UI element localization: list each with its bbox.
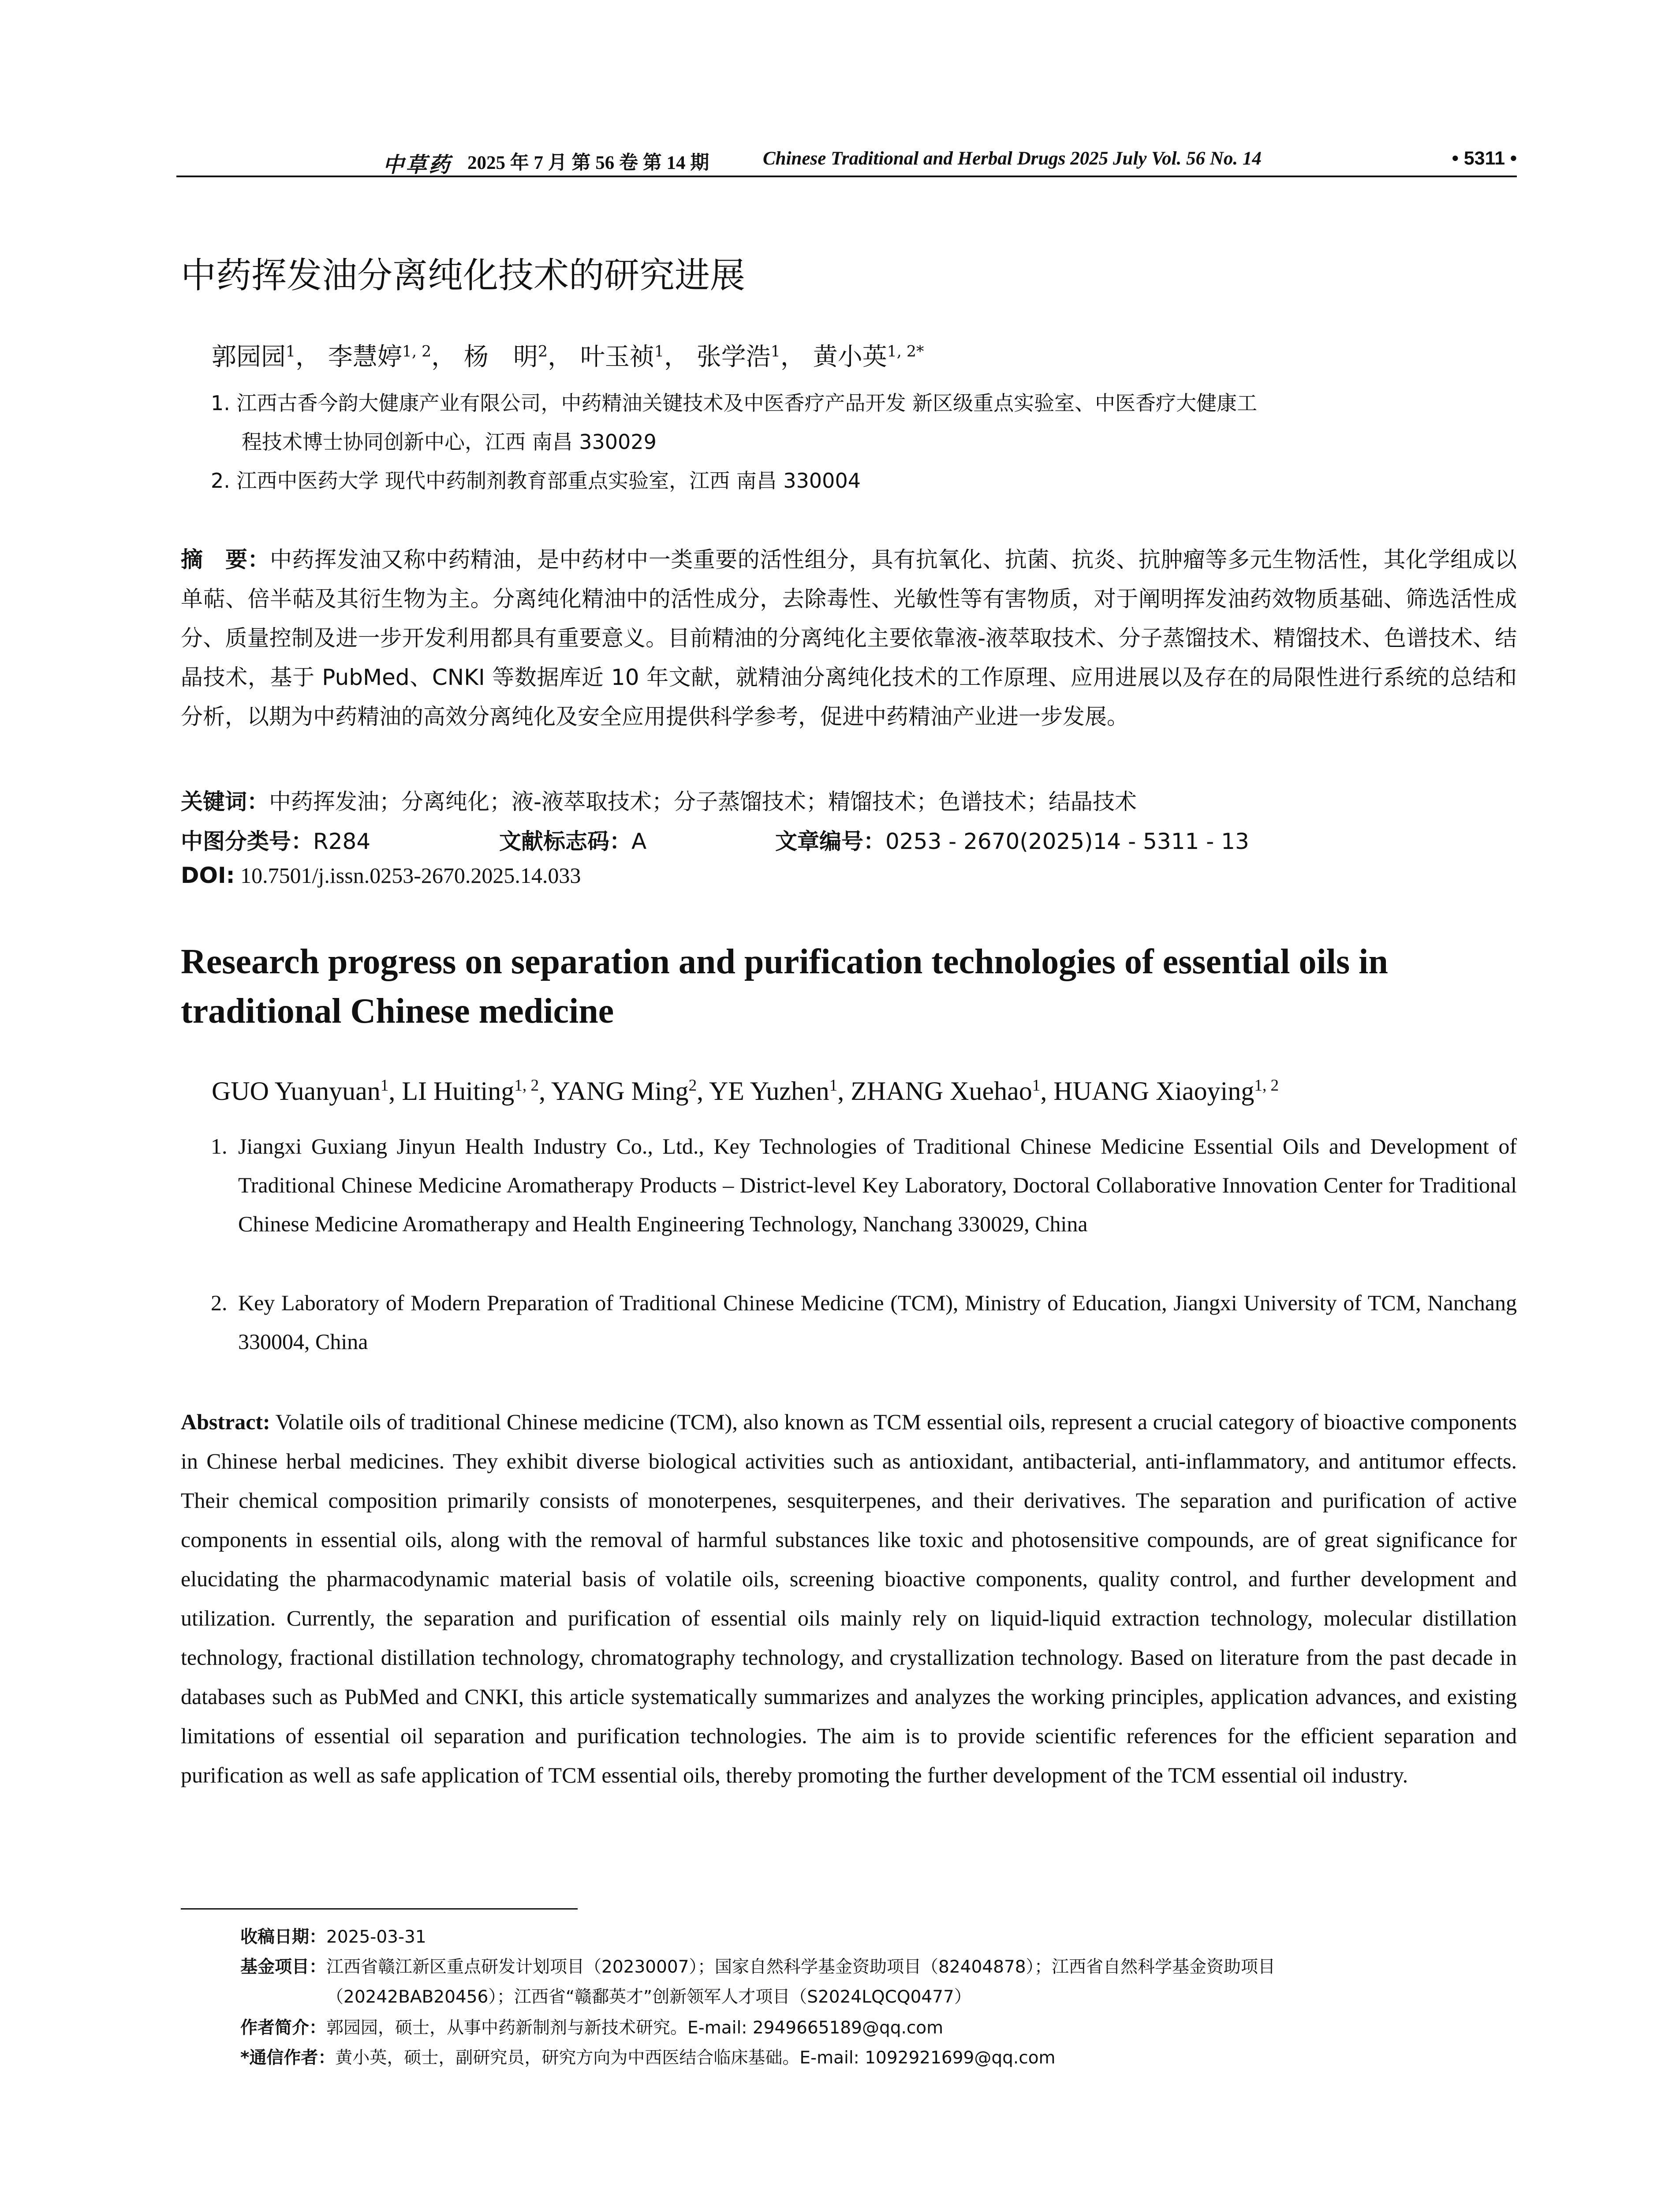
author-name: LI Huiting xyxy=(402,1076,515,1106)
author-affiliation: 1, 2 xyxy=(402,343,432,361)
affiliation-cn-2: 2. 江西中医药大学 现代中药制剂教育部重点实验室，江西 南昌 330004 xyxy=(211,469,861,493)
author-name: 郭园园 xyxy=(212,343,286,371)
journal-logo: 中草药 xyxy=(383,153,452,177)
running-header xyxy=(176,148,1517,179)
author-affiliation: 1 xyxy=(829,1076,838,1095)
author-affiliation: 2 xyxy=(538,343,548,361)
author-affiliation: 1 xyxy=(770,343,780,361)
doc-code-value: A xyxy=(631,829,647,854)
keywords-cn-text: 中药挥发油；分离纯化；液-液萃取技术；分子蒸馏技术；精馏技术；色谱技术；结晶技术 xyxy=(269,789,1137,815)
affiliation-en-2-number: 2. xyxy=(211,1290,228,1315)
doi-line xyxy=(181,863,581,888)
received-label: 收稿日期： xyxy=(240,1927,327,1947)
author-affiliation: 1, 2* xyxy=(887,343,924,361)
author-affiliation: 1 xyxy=(380,1076,389,1095)
author-affiliation: 1, 2 xyxy=(1254,1076,1279,1095)
author-name: ZHANG Xuehao xyxy=(851,1076,1032,1106)
abstract-en-text: Volatile oils of traditional Chinese medicine (TCM), also known as TCM essential oils, represent a crucial category of bioactive components in Chinese herbal medicines. They exhibit diverse biological activities such as antioxidant, antibacterial, anti-inflammatory, and antitumor effects. Their chemical composition primarily consists of monoterpenes, sesquiterpenes, and their derivatives. The separation and purification of active components in essential oils, along with the removal of harmful substances like toxic and photosensitive compounds, are of great significance for elucidating the pharmacodynamic material basis of volatile oils, screening bioactive components, quality control, and further development and utilization. Currently, the separation and purification of essential oils mainly rely on liquid-liquid extraction technology, molecular distillation technology, fractional distillation technology, chromatography technology, and crystallization technology. Based on literature from the past decade in databases such as PubMed and CNKI, this article systematically summarizes and analyzes the working principles, application advances, and existing limitations of essential oil separation and purification technologies. The aim is to provide scientific references for the efficient separation and purification as well as safe application of TCM essential oils, thereby promoting the further development of the TCM essential oil industry. xyxy=(181,1409,1517,1787)
affiliation-cn-1-line2: 程技术博士协同创新中心，江西 南昌 330029 xyxy=(242,430,657,454)
issue-info-cn: 2025 年 7 月 第 56 卷 第 14 期 xyxy=(467,153,709,173)
issue-info-en: Chinese Traditional and Herbal Drugs 2025 July Vol. 56 No. 14 xyxy=(763,148,1262,169)
footnote-received xyxy=(240,1923,426,1952)
doi-label: DOI: xyxy=(181,863,235,888)
author-list-cn: 郭园园$^1$， 李慧婷$^{1, 2}$， 杨 明$^2$， 叶玉祯$^1$， 张学浩$^1$， 黄小英$^{1, 2*}$ xyxy=(212,343,924,371)
article-title-en-line1: Research progress on separation and purification technologies of essential oils in xyxy=(181,942,1388,981)
author-name: GUO Yuanyuan xyxy=(212,1076,381,1106)
clc-label: 中图分类号： xyxy=(181,829,313,854)
footnote-fund xyxy=(240,1953,1275,1982)
author-affiliation: 1 xyxy=(1032,1076,1041,1095)
author-affiliation: 1 xyxy=(286,343,296,361)
doi-value: 10.7501/j.issn.0253-2670.2025.14.033 xyxy=(240,863,581,888)
corresponding-label: *通信作者： xyxy=(240,2048,336,2068)
abstract-cn xyxy=(181,540,1517,736)
author-name: 张学浩 xyxy=(696,343,771,371)
abstract-en-label: Abstract: xyxy=(181,1409,270,1434)
article-number-value: 0253 - 2670(2025)14 - 5311 - 13 xyxy=(885,829,1249,854)
keywords-cn xyxy=(181,784,1137,816)
author-name: 黄小英 xyxy=(813,343,887,371)
doc-code-label: 文献标志码： xyxy=(499,829,631,854)
author-bio-value: 郭园园，硕士，从事中药新制剂与新技术研究。E-mail: 2949665189@qq.com xyxy=(326,2018,944,2038)
abstract-cn-text: 中药挥发油又称中药精油，是中药材中一类重要的活性组分，具有抗氧化、抗菌、抗炎、抗肿瘤等多元生物活性，其化学组成以单萜、倍半萜及其衍生物为主。分离纯化精油中的活性成分，去除毒性、光敏性等有害物质，对于阐明挥发油药效物质基础、筛选活性成分、质量控制及进一步开发利用都具有重要意义。目前精油的分离纯化主要依靠液-液萃取技术、分子蒸馏技术、精馏技术、色谱技术、结晶技术，基于 PubMed、CNKI 等数据库近 10 年文献，就精油分离纯化技术的工作原理、应用进展以及存在的局限性进行系统的总结和分析，以期为中药精油的高效分离纯化及安全应用提供科学参考，促进中药精油产业进一步发展。 xyxy=(181,547,1517,729)
keywords-cn-label: 关键词： xyxy=(181,789,269,815)
author-name: YANG Ming xyxy=(551,1076,689,1106)
article-title-en xyxy=(181,937,1521,1036)
corresponding-value: 黄小英，硕士，副研究员，研究方向为中西医结合临床基础。E-mail: 1092921699@qq.com xyxy=(335,2048,1056,2068)
article-title-en-line2: traditional Chinese medicine xyxy=(181,992,614,1031)
author-name: 叶玉祯 xyxy=(580,343,654,371)
affiliation-cn-1-line1: 1. 江西古香今韵大健康产业有限公司，中药精油关键技术及中医香疗产品开发 新区级重点实验室、中医香疗大健康工 xyxy=(211,391,1258,415)
page-number: • 5311 • xyxy=(1452,148,1517,169)
abstract-en xyxy=(181,1402,1517,1795)
header-rule xyxy=(176,176,1517,177)
article-title-cn: 中药挥发油分离纯化技术的研究进展 xyxy=(181,255,745,296)
footnote-rule xyxy=(181,1908,578,1910)
author-name: 杨 明 xyxy=(463,343,538,371)
author-name: YE Yuzhen xyxy=(709,1076,829,1106)
fund-line2: （20242BAB20456）；江西省“赣鄱英才”创新领军人才项目（S2024LQCQ0477） xyxy=(326,1987,971,2007)
footnote-author-bio xyxy=(240,2014,943,2043)
author-affiliation: 2 xyxy=(688,1076,697,1095)
author-affiliation: 1 xyxy=(654,343,664,361)
classification-line xyxy=(181,824,1249,856)
author-list-en: GUO Yuanyuan$^1$, LI Huiting$^{1, 2}$, YANG Ming$^2$, YE Yuzhen$^1$, ZHANG Xuehao$^1$, HUANG Xiaoying$^{1, 2}$ xyxy=(212,1076,1279,1106)
author-name: 李慧婷 xyxy=(328,343,402,371)
clc-value: R284 xyxy=(313,829,371,854)
footnote-corresponding xyxy=(240,2044,1056,2073)
author-name: HUANG Xiaoying xyxy=(1053,1076,1254,1106)
affiliation-en-1: Jiangxi Guxiang Jinyun Health Industry Co., Ltd., Key Technologies of Traditional Chinese Medicine Essential Oils and Development of Traditional Chinese Medicine Aromatherapy Products – District-level Key Laboratory, Doctoral Collaborative Innovation Center for Traditional Chinese Medicine Aromatherapy and Health Engineering Technology, Nanchang 330029, China xyxy=(238,1134,1517,1236)
fund-line1: 江西省赣江新区重点研发计划项目（20230007）；国家自然科学基金资助项目（82404878）；江西省自然科学基金资助项目 xyxy=(326,1957,1276,1977)
abstract-cn-label: 摘 要： xyxy=(181,547,270,572)
author-affiliation: 1, 2 xyxy=(514,1076,539,1095)
article-number-label: 文章编号： xyxy=(775,829,886,854)
fund-label: 基金项目： xyxy=(240,1957,327,1977)
affiliation-en-1-number: 1. xyxy=(211,1134,228,1159)
received-value: 2025-03-31 xyxy=(326,1927,426,1947)
affiliation-en-2: Key Laboratory of Modern Preparation of Traditional Chinese Medicine (TCM), Ministry of Education, Jiangxi University of TCM, Nanchang 330004, China xyxy=(238,1290,1517,1354)
author-bio-label: 作者简介： xyxy=(240,2018,327,2038)
